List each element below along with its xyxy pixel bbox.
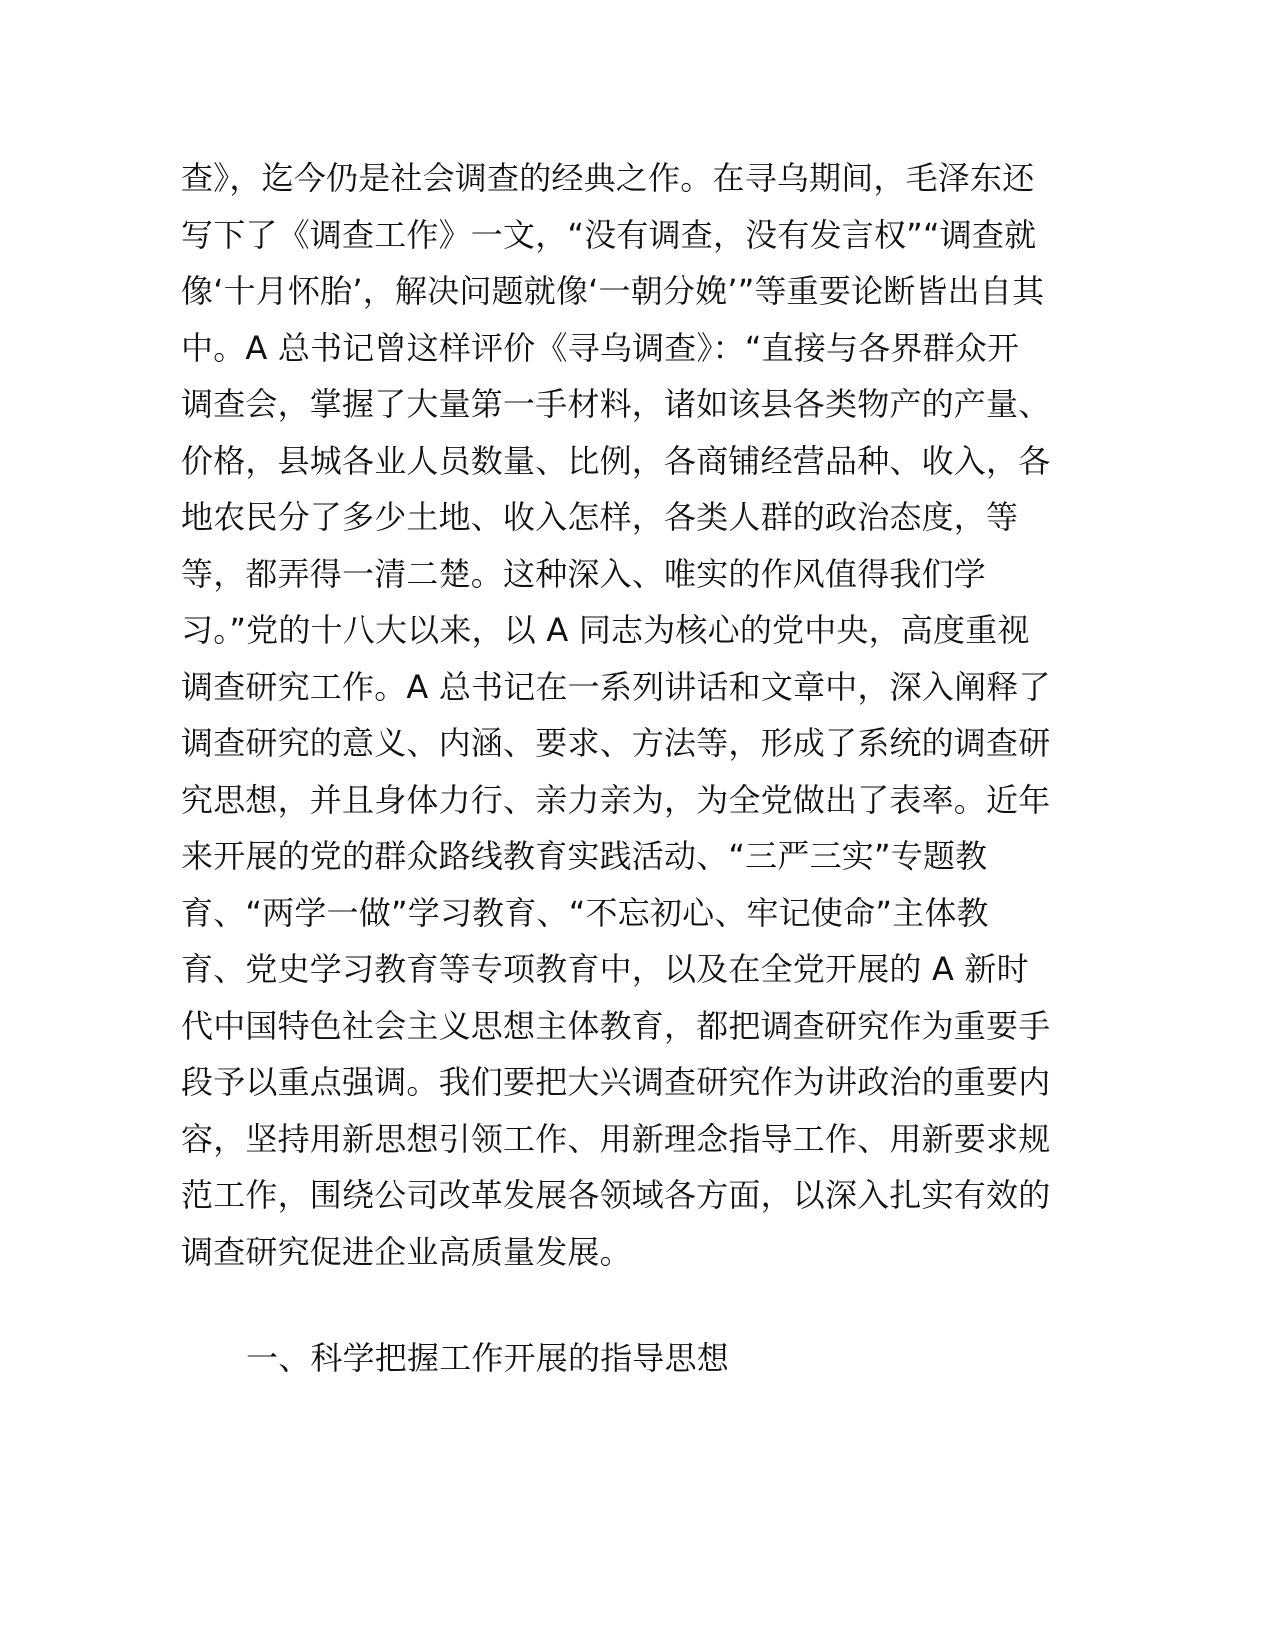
- paragraph-line: 中。A 总书记曾这样评价《寻乌调查》：“直接与各界群众开: [181, 328, 1020, 367]
- paragraph-line: 习。”党的十八大以来，以 A 同志为核心的党中央，高度重视: [181, 611, 1030, 649]
- paragraph-line: 调查研究工作。A 总书记在一系列讲话和文章中，深入阐释了: [181, 667, 1051, 706]
- section-heading: 一、科学把握工作开展的指导思想: [246, 1339, 730, 1377]
- paragraph-line: 地农民分了多少土地、收入怎样，各类人群的政治态度，等: [181, 498, 1019, 536]
- paragraph-line: 育、党史学习教育等专项教育中，以及在全党开展的 A 新时: [181, 950, 1029, 988]
- paragraph-line: 代中国特色社会主义思想主体教育，都把调查研究作为重要手: [181, 1006, 1051, 1045]
- paragraph-line: 查》，迄今仍是社会调查的经典之作。在寻乌期间，毛泽东还: [181, 159, 1035, 197]
- body-paragraph: [181, 150, 1101, 1280]
- paragraph-line: 像‘十月怀胎’，解决问题就像‘一朝分娩’”等重要论断皆出自其: [181, 272, 1045, 310]
- paragraph-line: 写下了《调查工作》一文，“没有调查，没有发言权”“调查就: [181, 215, 1037, 254]
- paragraph-line: 范工作，围绕公司改革发展各领域各方面，以深入扎实有效的: [181, 1176, 1051, 1214]
- paragraph-line: 段予以重点强调。我们要把大兴调查研究作为讲政治的重要内: [181, 1063, 1051, 1101]
- paragraph-line: 容，坚持用新思想引领工作、用新理念指导工作、用新要求规: [181, 1119, 1051, 1158]
- paragraph-line: 育、“两学一做”学习教育、“不忘初心、牢记使命”主体教: [181, 893, 989, 932]
- paragraph-line: 调查研究促进企业高质量发展。: [181, 1232, 632, 1271]
- paragraph-line: 价格，县城各业人员数量、比例，各商铺经营品种、收入，各: [181, 441, 1051, 480]
- paragraph-line: 调查会，掌握了大量第一手材料，诸如该县各类物产的产量、: [181, 385, 1051, 423]
- paragraph-line: 等，都弄得一清二楚。这种深入、唯实的作风值得我们学: [181, 554, 987, 593]
- paragraph-line: 来开展的党的群众路线教育实践活动、“三严三实”专题教: [181, 837, 988, 875]
- paragraph-line: 调查研究的意义、内涵、要求、方法等，形成了系统的调查研: [181, 724, 1051, 762]
- paragraph-line: 究思想，并且身体力行、亲力亲为，为全党做出了表率。近年: [181, 780, 1051, 819]
